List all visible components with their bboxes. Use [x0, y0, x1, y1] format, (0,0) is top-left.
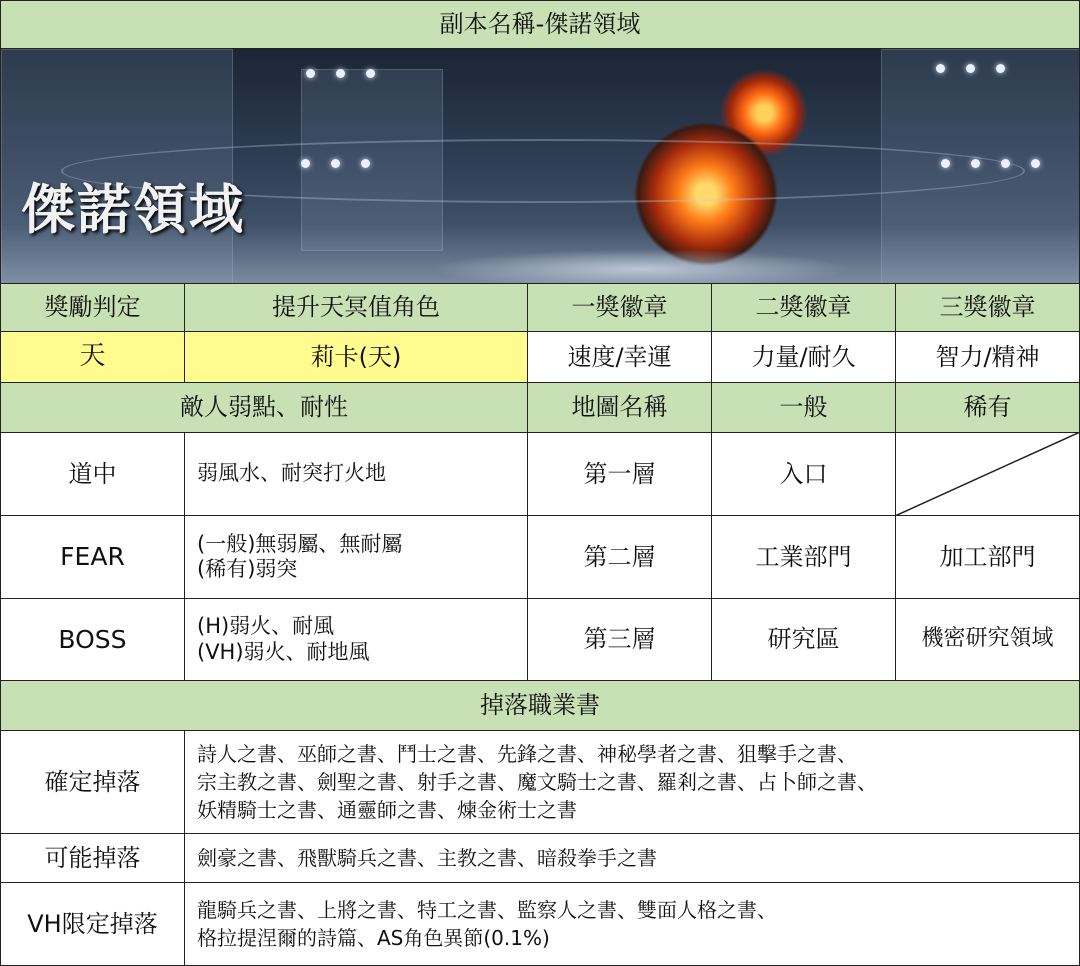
reward-second-value: 力量/耐久	[711, 331, 896, 383]
row-normal-road: 入口	[711, 432, 896, 516]
dungeon-title	[0, 0, 1080, 49]
dungeon-title-text: 副本名稱-傑諾領域	[439, 10, 641, 39]
diagonal-slash-icon	[895, 432, 1080, 516]
header-first-badge: 一獎徽章	[527, 283, 712, 332]
drop-line: 詩人之書、巫師之書、鬥士之書、先鋒之書、神秘學者之書、狙擊手之書、	[197, 742, 857, 766]
weakness-line: (一般)無弱屬、無耐屬	[197, 531, 403, 556]
drop-maybe-label: 可能掉落	[0, 833, 185, 883]
dungeon-banner-image	[0, 48, 1080, 284]
drop-maybe-list	[184, 833, 1080, 883]
row-normal-fear: 工業部門	[711, 515, 896, 599]
row-floor-fear: 第二層	[527, 515, 712, 599]
banner-light	[301, 159, 310, 168]
header-third-badge: 三獎徽章	[895, 283, 1080, 332]
row-label-fear: FEAR	[0, 515, 185, 599]
header-drop-books: 掉落職業書	[0, 680, 1080, 731]
drop-line: 宗主教之書、劍聖之書、射手之書、魔文騎士之書、羅剎之書、占卜師之書、	[197, 770, 877, 794]
weakness-line: (VH)弱火、耐地風	[197, 639, 370, 664]
banner-light	[331, 159, 340, 168]
header-second-badge: 二獎徽章	[711, 283, 896, 332]
banner-light	[306, 69, 315, 78]
drop-line: 龍騎兵之書、上將之書、特工之書、監察人之書、雙面人格之書、	[197, 898, 777, 922]
row-weakness-road	[184, 432, 528, 516]
banner-light	[996, 64, 1005, 73]
weakness-line: (H)弱火、耐風	[197, 614, 335, 639]
reward-judge-value: 天	[0, 331, 185, 383]
reward-role-value: 莉卡(天)	[184, 331, 528, 383]
banner-light	[366, 69, 375, 78]
row-label-boss: BOSS	[0, 598, 185, 681]
row-floor-boss: 第三層	[527, 598, 712, 681]
header-rare: 稀有	[895, 382, 1080, 433]
row-rare-fear: 加工部門	[895, 515, 1080, 599]
drop-sure-list	[184, 730, 1080, 834]
weakness-line: (稀有)弱突	[197, 557, 298, 581]
header-normal: 一般	[711, 382, 896, 433]
banner-floor-glow	[431, 249, 851, 284]
banner-light	[966, 64, 975, 73]
drop-line: 妖精騎士之書、通靈師之書、煉金術士之書	[197, 798, 577, 822]
row-rare-boss: 機密研究領域	[895, 598, 1080, 681]
banner-light	[336, 69, 345, 78]
banner-light	[936, 64, 945, 73]
row-weakness-fear	[184, 515, 528, 599]
drop-vh-label: VH限定掉落	[0, 882, 185, 966]
header-reward-judge: 獎勵判定	[0, 283, 185, 332]
header-map-name: 地圖名稱	[527, 382, 712, 433]
drop-vh-list	[184, 882, 1080, 966]
banner-light	[1031, 159, 1040, 168]
banner-light	[361, 159, 370, 168]
drop-line: 劍豪之書、飛獸騎兵之書、主教之書、暗殺拳手之書	[197, 846, 657, 870]
row-floor-road: 第一層	[527, 432, 712, 516]
header-enemy-weakness: 敵人弱點、耐性	[0, 382, 528, 433]
row-normal-boss: 研究區	[711, 598, 896, 681]
drop-line: 格拉提涅爾的詩篇、AS角色異節(0.1%)	[197, 926, 550, 950]
banner-light	[941, 159, 950, 168]
reward-first-value: 速度/幸運	[527, 331, 712, 383]
header-boost-role: 提升天冥值角色	[184, 283, 528, 332]
weakness-line: 弱風水、耐突打火地	[197, 461, 386, 486]
banner-light	[971, 159, 980, 168]
banner-light	[1001, 159, 1010, 168]
row-label-road: 道中	[0, 432, 185, 516]
banner-title: 傑諾領域	[21, 177, 245, 241]
row-weakness-boss	[184, 598, 528, 681]
reward-third-value: 智力/精神	[895, 331, 1080, 383]
drop-sure-label: 確定掉落	[0, 730, 185, 834]
